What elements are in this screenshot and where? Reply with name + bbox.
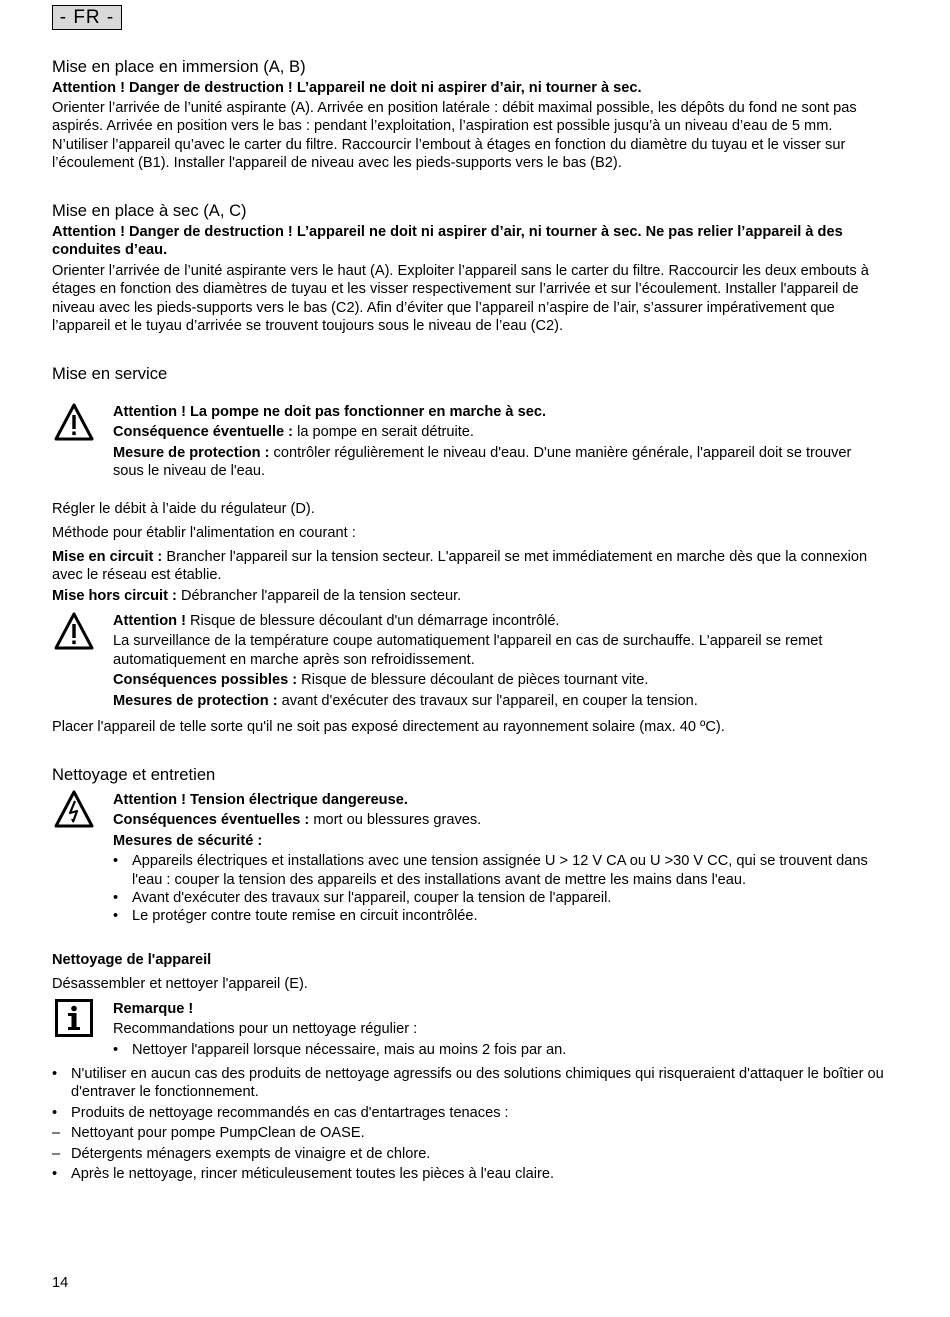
info-icon: [55, 999, 93, 1037]
paragraph-sun: Placer l'appareil de telle sorte qu'il ne soit pas exposé directement au rayonnement solaire (max. 40 ºC).: [52, 719, 725, 735]
safety-list: [113, 852, 878, 926]
warning-line: Mesures de protection : avant d'exécuter des travaux sur l'appareil, en couper la tension.: [113, 692, 698, 709]
warning-electric: [113, 791, 878, 926]
cleaning-list: [52, 1065, 888, 1183]
list-item: • Appareils électriques et installations avec une tension assignée U > 12 V CA ou U >30 V CC, qui se trouvent dans l'eau : couper la tension des appareils et des installations avant de mettre les mains dans l'eau.: [113, 853, 868, 888]
paragraph-power-method: Méthode pour établir l'alimentation en courant :: [52, 525, 356, 541]
list-item: • Après le nettoyage, rincer méticuleusement toutes les pièces à l'eau claire.: [52, 1166, 555, 1183]
page-number: 14: [52, 1275, 69, 1291]
section-title-immersion: Mise en place en immersion (A, B): [52, 57, 306, 76]
paragraph-dry: Orienter l’arrivée de l’unité aspirante vers le haut (A). Exploiter l’appareil sans le carter du filtre. Raccourcir les deux embouts à étages en fonction des diamètres de tuyau et les visser respectivement sur l’arrivée et sur l’écoulement. Installer l'appareil de niveau avec les pieds-supports vers le bas (C2). Afin d’éviter que l’appareil n’aspire de l’air, s’assurer impérativement que l’appareil et le tuyau d’arrivée se trouvent toujours sous le niveau de l’eau (C2).: [52, 263, 869, 335]
list-item: • Nettoyer l'appareil lorsque nécessaire, mais au moins 2 fois par an.: [113, 1041, 567, 1058]
note-line: Recommandations pour un nettoyage régulier :: [113, 1021, 418, 1038]
warning-line: Attention ! La pompe ne doit pas fonctionner en marche à sec.: [113, 404, 547, 420]
list-item: • Le protéger contre toute remise en circuit incontrôlée.: [113, 908, 478, 925]
warning-line: Conséquences éventuelles : mort ou blessures graves.: [113, 812, 482, 829]
warning-triangle-icon: [54, 611, 94, 651]
warning-restart: [113, 612, 865, 710]
note-list: [113, 1041, 883, 1059]
warning-immersion: Attention ! Danger de destruction ! L’appareil ne doit ni aspirer d’air, ni tourner à sec.: [52, 80, 642, 96]
warning-triangle-icon: [54, 402, 94, 442]
list-item: • Avant d'exécuter des travaux sur l'appareil, couper la tension de l'appareil.: [113, 890, 612, 907]
electric-hazard-icon: [54, 789, 94, 829]
list-item: • N'utiliser en aucun cas des produits de nettoyage agressifs ou des solutions chimiques qui risqueraient d'attaquer le boîtier ou d'entraver le fonctionnement.: [52, 1066, 884, 1101]
warning-line: Mesure de protection : contrôler régulièrement le niveau d'eau. D'une manière générale, l'appareil doit se trouver sous le niveau de l'eau.: [113, 444, 852, 480]
paragraph-flow: Régler le débit à l’aide du régulateur (D).: [52, 501, 315, 517]
note-title: Remarque !: [113, 1001, 194, 1017]
warning-line: La surveillance de la température coupe automatiquement l'appareil en cas de surchauffe. L'appareil se remet automatiquement en marche après son refroidissement.: [113, 633, 823, 668]
paragraph-disassemble: Désassembler et nettoyer l'appareil (E).: [52, 976, 308, 992]
language-tag: - FR -: [52, 5, 122, 30]
subsection-title-cleaning: Nettoyage de l'appareil: [52, 952, 212, 968]
warning-dry: Attention ! Danger de destruction ! L’appareil ne doit ni aspirer d’air, ni tourner à sec. Ne pas relier l’appareil à des conduites d’eau.: [52, 224, 843, 259]
warning-line: Conséquences possibles : Risque de blessure découlant de pièces tournant vite.: [113, 672, 649, 689]
list-item-dash: – Nettoyant pour pompe PumpClean de OASE.: [52, 1125, 365, 1142]
list-item: • Produits de nettoyage recommandés en cas d'entartrages tenaces :: [52, 1104, 509, 1121]
note-box: [113, 1000, 883, 1059]
paragraph-switch-on: Mise en circuit : Brancher l'appareil sur la tension secteur. L'appareil se met immédiatement en marche dès que la connexion avec le réseau est établie.: [52, 549, 868, 584]
warning-line: Attention ! Risque de blessure découlant d'un démarrage incontrôlé.: [113, 613, 560, 629]
warning-line: Conséquence éventuelle : la pompe en serait détruite.: [113, 424, 474, 441]
warning-line: Attention ! Tension électrique dangereuse.: [113, 792, 408, 808]
section-title-dry: Mise en place à sec (A, C): [52, 201, 247, 220]
warning-dry-run: [113, 403, 883, 481]
list-item-dash: – Détergents ménagers exempts de vinaigre et de chlore.: [52, 1145, 431, 1162]
paragraph-switch-off: Mise hors circuit : Débrancher l'appareil de la tension secteur.: [52, 588, 462, 604]
section-title-cleaning: Nettoyage et entretien: [52, 765, 216, 784]
paragraph-immersion: Orienter l’arrivée de l’unité aspirante (A). Arrivée en position latérale : débit maximal possible, les dépôts du fond ne sont pas aspirés. Arrivée en position vers le bas : pendant l’exploitation, l’aspiration est possible jusqu’à un niveau d’eau de 5 mm. N’utiliser l’appareil qu’avec le carter du filtre. Raccourcir l’embout à étages en fonction du diamètre du tuyau et le visser sur l’écoulement (B1). Installer l'appareil de niveau avec les pieds-supports vers le bas (B2).: [52, 100, 857, 172]
warning-line: Mesures de sécurité :: [113, 832, 263, 849]
section-title-service: Mise en service: [52, 364, 168, 383]
